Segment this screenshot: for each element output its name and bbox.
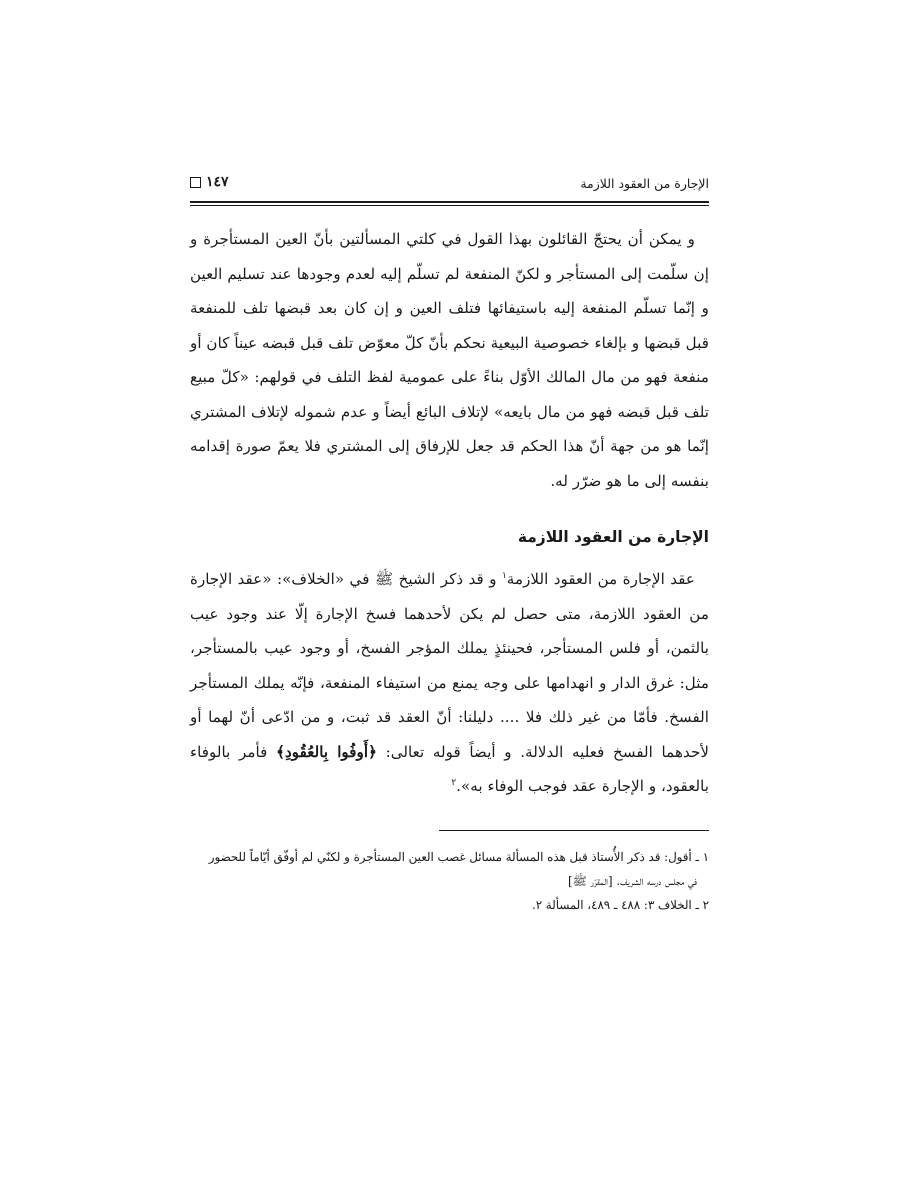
footnote-1-line-2: في مجلس درسه الشريف. [المقرّر ﷺ]	[568, 873, 697, 888]
page-number: ١٤٧	[206, 174, 229, 190]
footnotes	[190, 845, 709, 917]
section-heading: الإجارة من العقود اللازمة	[517, 528, 709, 546]
main-text	[190, 222, 709, 804]
footnote-ref-2: ٢	[451, 777, 457, 788]
quran-quote: ﴿أَوفُوا بِالعُقُودِ﴾	[276, 742, 377, 761]
page-number-group	[190, 174, 229, 190]
running-header	[190, 168, 709, 198]
paragraph-2-main: و قد ذكر الشيخ ﷺ في «الخلاف»: «عقد الإجارة من العقود اللازمة، متى حصل لم يكن لأحدهما فسخ الإجارة إلّا عند وجود عيب بالثمن، أو فلس المستأجر، فحينئذٍ يملك المؤجر الفسخ، أو وجود عيب بالمستأجر، مثل: غرق الدار و انهدامها على وجه يمنع من استيفاء المنفعة، فإنّه يملك المستأجر الفسخ. فأمّا من غير ذلك فلا .... دليلنا: أنّ العقد قد ثبت، و من ادّعى أنّ لهما أو لأحدهما الفسخ فعليه الدلالة. و أيضاً قوله تعالى:	[190, 570, 709, 761]
paragraph-2	[190, 562, 709, 804]
running-title: الإجارة من العقود اللازمة	[580, 176, 709, 191]
paragraph-2-opening: عقد الإجارة من العقود اللازمة	[506, 570, 695, 588]
book-page	[190, 168, 709, 917]
header-rule-thin	[190, 205, 709, 206]
header-rule-thick	[190, 201, 709, 203]
footnote-ref-1: ١	[501, 570, 507, 581]
footnote-2: ٢ ـ الخلاف ٣: ٤٨٨ ـ ٤٨٩، المسألة ٢.	[531, 897, 709, 912]
footnote-divider	[439, 830, 709, 831]
paragraph-1: و يمكن أن يحتجّ القائلون بهذا القول في كلتي المسألتين بأنّ العين المستأجرة و إن سلّمت إلى المستأجر و لكنّ المنفعة لم تسلّم إليه لعدم وجودها عند تسليم العين و إنّما تسلّم المنفعة إليه باستيفائها فتلف العين و إن كان بعد قبضها تلف للمنفعة قبل قبضها و بإلغاء خصوصية البيعية نحكم بأنّ كلّ معوّض تلف قبل قبضه عيناً كان أو منفعة فهو من مال المالك الأوّل بناءً على عمومية لفظ التلف في قولهم: «كلّ مبيع تلف قبل قبضه فهو من مال بايعه» لإتلاف البائع أيضاً و عدم شموله لإتلاف المشتري إنّما هو من جهة أنّ هذا الحكم قد جعل للإرفاق إلى المشتري فلا يعمّ صورة إقدامه بنفسه إلى ما هو ضرّر له.	[190, 230, 709, 490]
square-outline-icon	[190, 177, 201, 188]
paragraph-2-end: فأمر بالوفاء بالعقود، و الإجارة عقد فوجب الوفاء به».	[190, 742, 709, 795]
footnote-1-line-1: ١ ـ أقول: قد ذكر الأُستاذ قبل هذه المسألة مسائل غصب العين المستأجرة و لكنّي لم أوفّق أيّاماً للحضور	[208, 849, 709, 864]
